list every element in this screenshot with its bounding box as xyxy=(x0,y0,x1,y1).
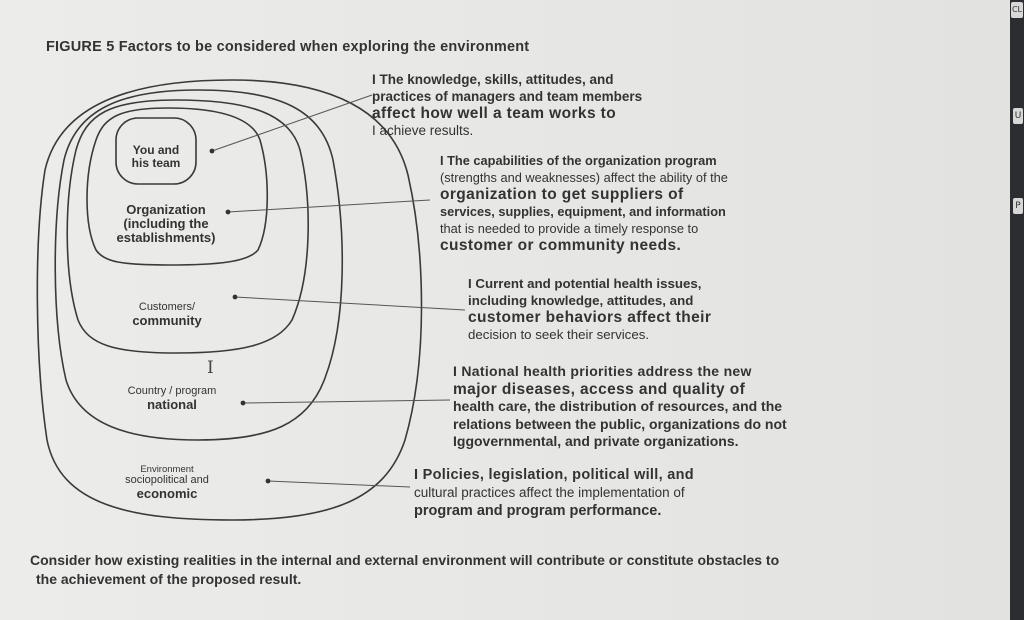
ring-label-team: You and his team xyxy=(131,143,181,170)
edge-mark-lower: P xyxy=(1013,198,1023,214)
edge-mark-middle: U xyxy=(1013,108,1023,124)
description-environment: I Policies, legislation, political will, and cultural practices affect the implementation of program and program performance. xyxy=(414,467,694,519)
ring-label-country: Country / program national xyxy=(127,385,217,412)
description-organization: I The capabilities of the organization program (strengths and weaknesses) affect the ability of the organization to get suppliers of services, supplies, equipment, and information that is needed to provide a timely response to customer or community needs. xyxy=(440,153,728,254)
description-team: I The knowledge, skills, attitudes, and practices of managers and team members affect how well a team works to I achieve results. xyxy=(372,72,643,138)
leader-dot-customers xyxy=(233,295,238,300)
right-edge-strip xyxy=(1010,0,1024,620)
ring-label-customers: Customers/ community xyxy=(132,301,202,328)
edge-mark-top: CL xyxy=(1011,2,1023,18)
text-cursor-icon: I xyxy=(207,358,214,378)
leader-line-environment xyxy=(268,481,410,487)
leader-line-organization xyxy=(228,200,430,212)
leader-line-customers xyxy=(235,297,465,310)
leader-line-team xyxy=(212,95,372,151)
leader-line-country xyxy=(243,400,450,403)
leader-dot-country xyxy=(241,401,246,406)
ring-label-environment: Environment sociopolitical and economic xyxy=(125,464,209,502)
footer-paragraph: Consider how existing realities in the internal and external environment will contribute or constitute obstacles to the achievement of the proposed result. xyxy=(30,552,780,587)
description-country: I National health priorities address the new major diseases, access and quality of health care, the distribution of resources, and the relations between the public, organizations do not Iggovernmental, and private organizations. xyxy=(453,363,787,449)
figure-title: FIGURE 5 Factors to be considered when exploring the environment xyxy=(46,39,530,55)
ring-environment xyxy=(37,80,421,520)
description-customers: I Current and potential health issues, including knowledge, attitudes, and customer behaviors affect their decision to seek their services. xyxy=(468,276,712,342)
leader-dot-environment xyxy=(266,479,271,484)
leader-dot-team xyxy=(210,149,215,154)
ring-label-organization: Organization (including the establishments) xyxy=(116,202,216,246)
